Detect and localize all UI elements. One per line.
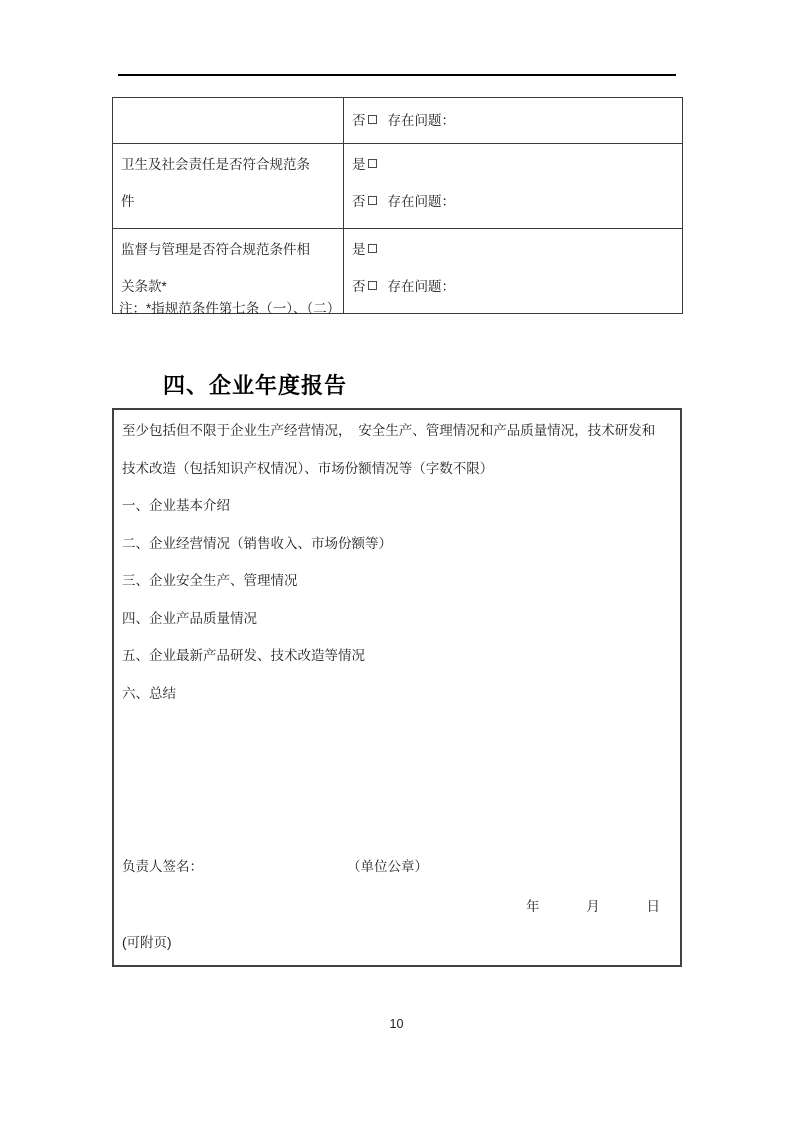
checkbox-icon[interactable] [368,115,377,124]
report-outline-line: 至少包括但不限于企业生产经营情况， 安全生产、管理情况和产品质量情况，技术研发和 [122,423,656,438]
date-day-label: 日 [646,899,660,914]
table-cell-answer [344,144,683,229]
signature-label: 负责人签名： [122,859,203,874]
answer-line [352,268,674,305]
compliance-table [112,97,683,314]
answer-yes-label: 是 [352,242,366,257]
report-outline-line: 一、企业基本介绍 [122,498,230,513]
annual-report-box[interactable] [112,408,682,967]
page-number: 10 [389,1017,404,1031]
answer-yes-label: 是 [352,157,366,172]
checkbox-icon[interactable] [368,281,377,290]
report-outline-line: 技术改造（包括知识产权情况）、市场份额情况等（字数不限） [122,460,494,476]
table-row [113,144,683,229]
table-cell-criteria: 监督与管理是否符合规范条件相关条款* [113,229,344,314]
seal-label: （单位公章） [347,859,428,874]
checkbox-icon[interactable] [368,159,377,168]
answer-line [352,231,674,268]
checkbox-icon[interactable] [368,244,377,253]
report-outline-line: 四、企业产品质量情况 [122,610,257,626]
report-outline-line: 三、企业安全生产、管理情况 [122,573,298,588]
answer-line [352,146,674,183]
problem-label: 存在问题： [387,279,455,294]
table-cell-criteria: 卫生及社会责任是否符合规范条件 [113,144,344,229]
answer-line [352,183,674,220]
date-year-label: 年 [525,899,540,914]
table-footnote: 注：*指规范条件第七条（一）、（二） [119,301,341,316]
signature-row [122,848,672,885]
date-month-label: 月 [586,899,600,914]
answer-no-label: 否 [352,279,366,294]
header-rule [118,74,676,76]
report-outline-line: 五、企业最新产品研发、技术改造等情况 [122,648,365,663]
answer-no-label: 否 [352,194,366,209]
section-heading: 四、企业年度报告 [163,373,348,398]
checkbox-icon[interactable] [368,196,377,205]
table-cell-criteria [113,98,344,144]
table-cell-answer [344,98,683,144]
problem-label: 存在问题： [387,113,455,128]
answer-line [352,102,674,139]
table-row [113,98,683,144]
report-outline-line: 二、企业经营情况（销售收入、市场份额等） [122,535,392,551]
answer-no-label: 否 [352,113,366,128]
table-cell-answer [344,229,683,314]
problem-label: 存在问题： [387,194,455,209]
report-outline [114,410,680,712]
attachment-note: (可附页) [122,935,172,950]
date-row [526,888,660,925]
report-outline-line: 六、总结 [122,685,176,701]
